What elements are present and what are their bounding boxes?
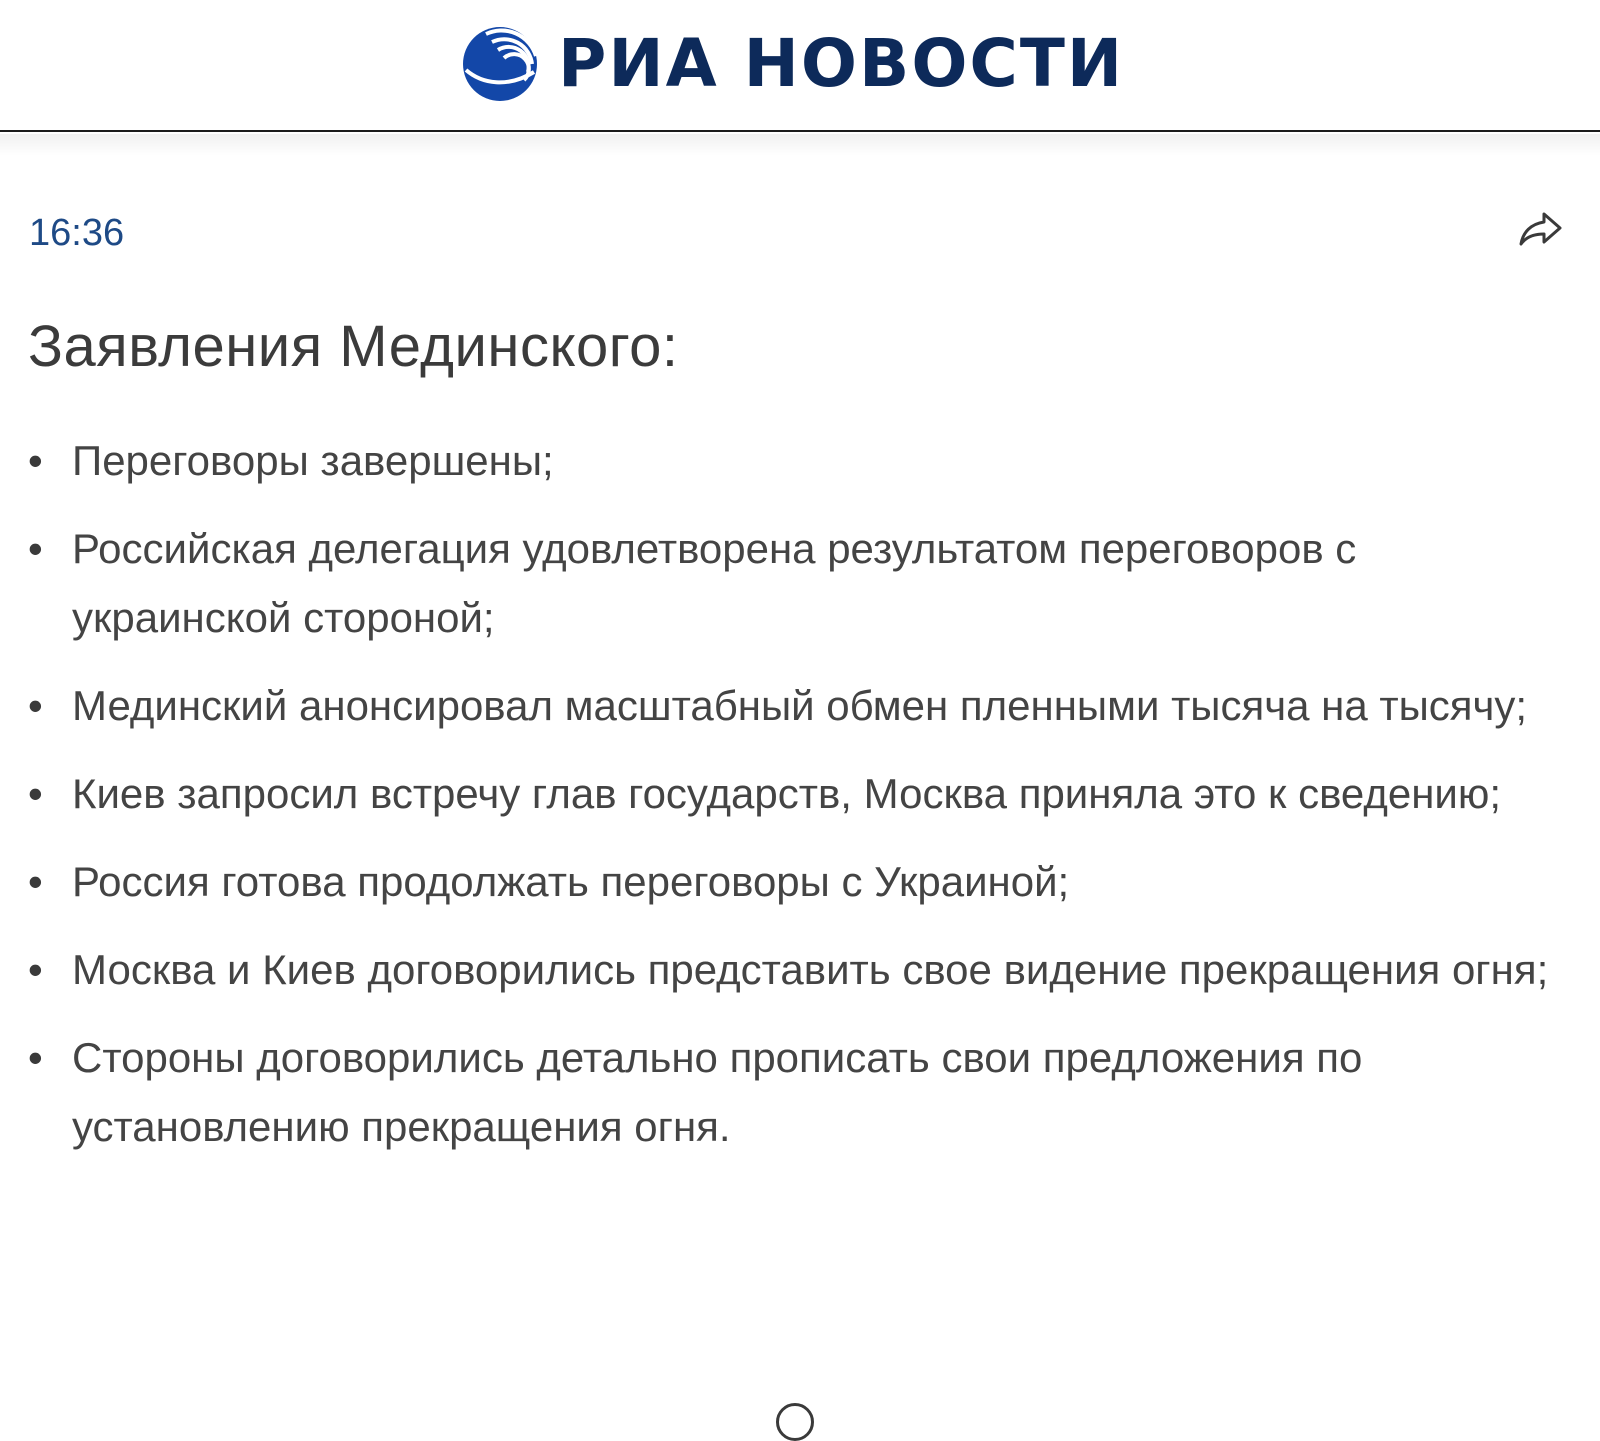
ria-logo[interactable] xyxy=(462,24,1124,104)
header-shadow xyxy=(0,134,1600,156)
statement-list xyxy=(28,426,1573,1378)
logo-text: РИА НОВОСТИ xyxy=(558,25,1125,102)
post-title: Заявления Мединского: xyxy=(28,314,679,379)
list-item: • Стороны договорились детально прописать свои предложения по установлению прекращения огня. xyxy=(28,1023,1573,1161)
list-item: • Переговоры завершены; xyxy=(28,426,1573,495)
post-time: 16:36 xyxy=(29,212,125,254)
list-item: • Мединский анонсировал масштабный обмен пленными тысяча на тысячу; xyxy=(28,671,1573,740)
list-item: • Москва и Киев договорились представить свое видение прекращения огня; xyxy=(28,935,1573,1004)
list-item: • Российская делегация удовлетворена результатом переговоров с украинской стороной; xyxy=(28,514,1573,652)
share-arrow-icon[interactable] xyxy=(1518,210,1564,250)
ria-globe-icon xyxy=(462,26,538,102)
list-item: • Россия готова продолжать переговоры с Украиной; xyxy=(28,847,1573,916)
scroll-indicator-icon xyxy=(776,1403,814,1441)
site-header xyxy=(0,0,1600,132)
list-item: • Киев запросил встречу глав государств, Москва приняла это к сведению; xyxy=(28,759,1573,828)
